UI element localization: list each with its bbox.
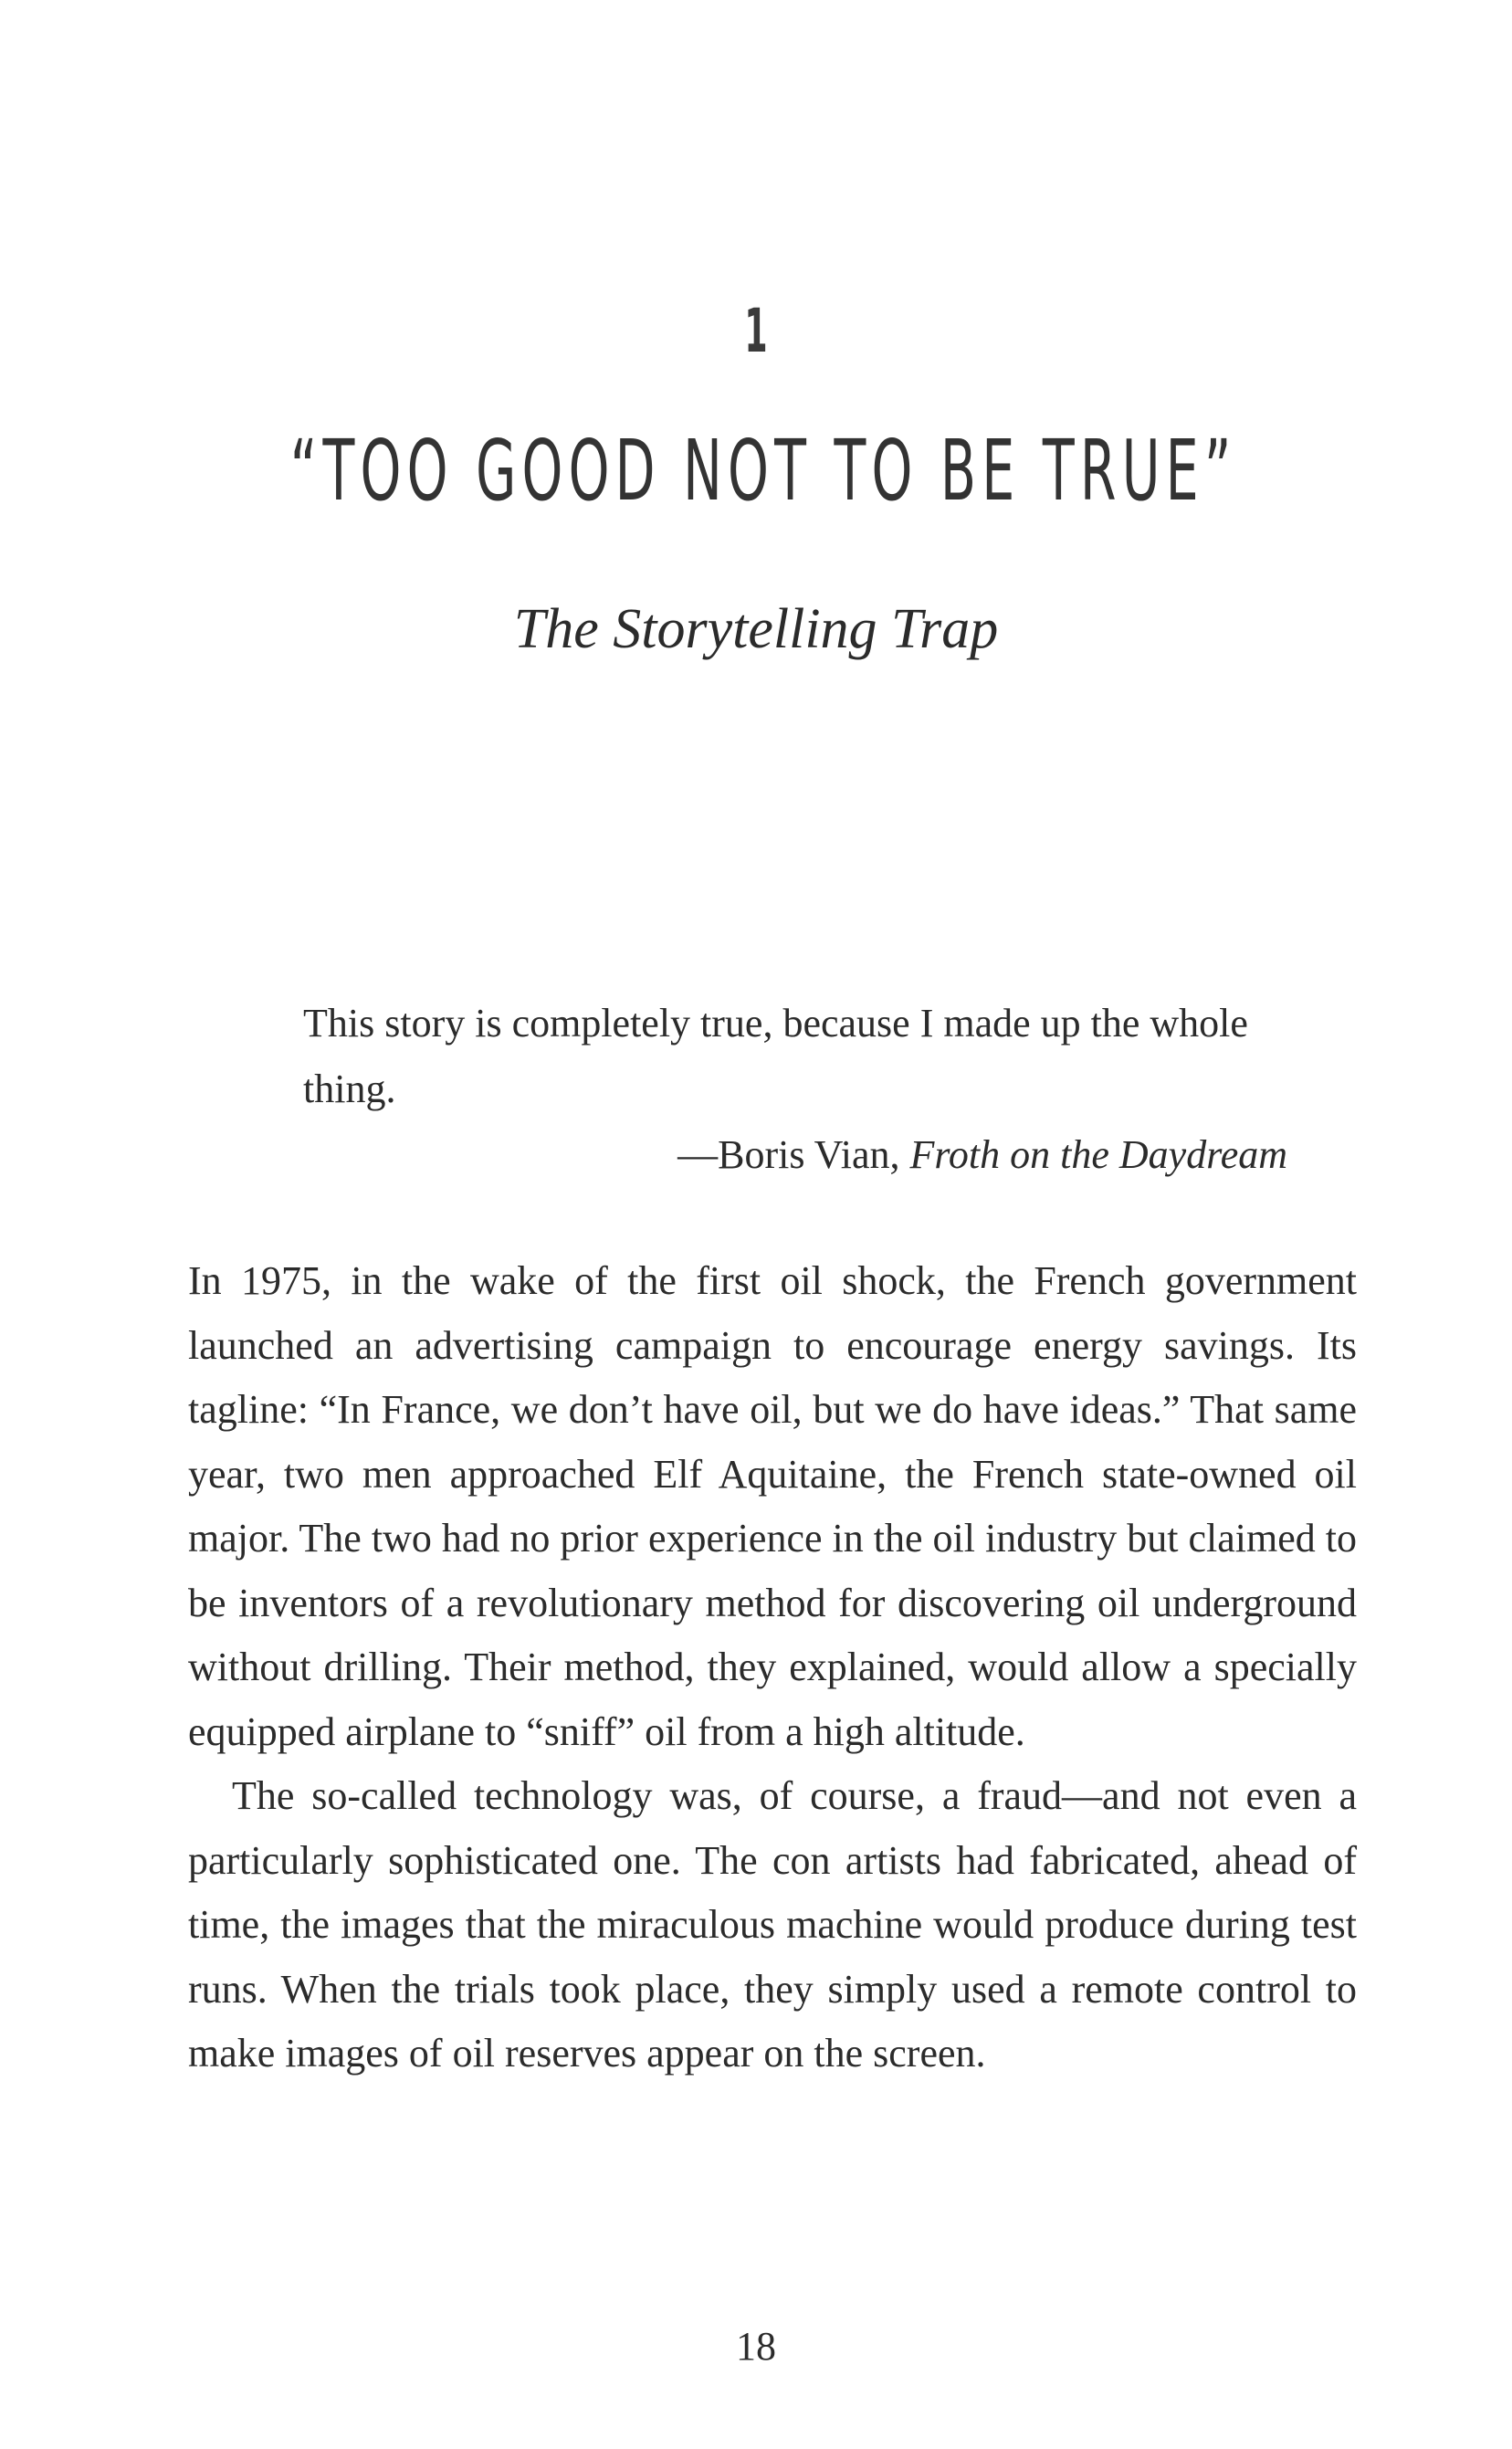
- paragraph: The so-called technology was, of course, a fraud—and not even a particularly sophisticated one. The con artists had fabricated, ahead of time, the images that the miraculous machine would produce during test runs. When the trials took place, they simply used a remote control to make images of oil reserves appear on the screen.: [188, 1773, 1357, 2076]
- epigraph-author: —Boris Vian,: [677, 1132, 910, 1177]
- epigraph-quote: This story is completely true, because I made up the whole thing.: [303, 1001, 1248, 1111]
- chapter-number: 1: [744, 296, 768, 366]
- paragraph: In 1975, in the wake of the first oil shock, the French government launched an advertising campaign to encourage energy savings. Its tagline: “In France, we don’t have oil, but we do have ideas.” That same year, two men approached Elf Aquitaine, the French state-owned oil major. The two had no prior experience in the oil industry but claimed to be inventors of a revolutionary method for discovering oil underground without drilling. Their method, they explained, would allow a specially equipped airplane to “sniff” oil from a high altitude.: [188, 1258, 1357, 1754]
- epigraph-attribution: [677, 1128, 1287, 1182]
- page-number: 18: [736, 2324, 776, 2369]
- chapter-title: “TOO GOOD NOT TO BE TRUE”: [289, 422, 1237, 520]
- chapter-subtitle: The Storytelling Trap: [513, 598, 999, 660]
- chapter-title-container: [0, 422, 1512, 520]
- epigraph-work-title: Froth on the Daydream: [909, 1132, 1287, 1177]
- body-text: [188, 1249, 1357, 2086]
